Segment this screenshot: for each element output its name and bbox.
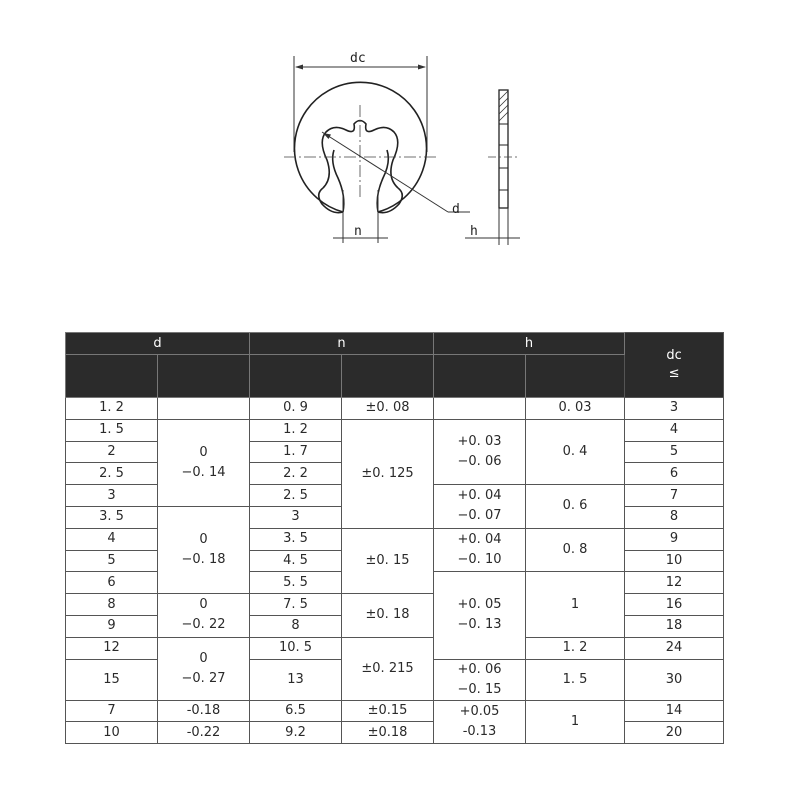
d-cell: 2. 5	[66, 463, 158, 485]
d-cell: 4	[66, 528, 158, 550]
e-clip-right-leg	[377, 150, 388, 212]
dc-cell: 16	[625, 594, 724, 616]
n-cell: 3	[250, 506, 342, 528]
dc-cell: 8	[625, 506, 724, 528]
d-cell: 6	[66, 572, 158, 594]
table-row	[66, 700, 724, 722]
h-tolerance-blank	[434, 398, 526, 420]
d-cell: 10	[66, 722, 158, 744]
dc-label: dc	[350, 51, 366, 66]
n-tolerance-cell: ±0. 18	[342, 594, 434, 638]
dc-cell: 3	[625, 398, 724, 420]
n-label: n	[354, 224, 362, 239]
d-tolerance-cell: 0 −0. 18	[158, 506, 250, 593]
n-tolerance-cell: ±0.15	[342, 700, 434, 722]
n-tolerance-cell: ±0. 08	[342, 398, 434, 420]
e-clip-outer-outline	[295, 82, 427, 212]
h-label: h	[470, 224, 478, 239]
dc-cell: 24	[625, 637, 724, 659]
dc-cell: 6	[625, 463, 724, 485]
dc-cell: 4	[625, 419, 724, 441]
e-clip-left-foot	[319, 188, 343, 213]
table-row	[66, 419, 724, 441]
subheader-blank	[158, 355, 250, 398]
n-tolerance-cell: ±0. 125	[342, 419, 434, 528]
h-tolerance-cell: +0. 05 −0. 13	[434, 572, 526, 659]
n-cell: 0. 9	[250, 398, 342, 420]
h-cell: 1. 5	[526, 659, 625, 700]
d-tolerance-cell: 0 −0. 27	[158, 637, 250, 700]
d-cell: 7	[66, 700, 158, 722]
dc-cell: 10	[625, 550, 724, 572]
table-row	[66, 594, 724, 616]
n-cell: 7. 5	[250, 594, 342, 616]
h-cell: 1	[526, 700, 625, 744]
d-tolerance-cell: 0 −0. 14	[158, 419, 250, 506]
n-cell: 1. 7	[250, 441, 342, 463]
n-tolerance-cell: ±0. 15	[342, 528, 434, 593]
header-h: h	[434, 333, 625, 355]
d-cell: 3	[66, 485, 158, 507]
h-tolerance-cell: +0.05 -0.13	[434, 700, 526, 744]
d-cell: 15	[66, 659, 158, 700]
d-tolerance-blank	[158, 398, 250, 420]
d-cell: 9	[66, 615, 158, 637]
d-tolerance-cell: -0.18	[158, 700, 250, 722]
h-tolerance-cell: +0. 06 −0. 15	[434, 659, 526, 700]
n-tolerance-cell: ±0. 215	[342, 637, 434, 700]
n-tolerance-cell: ±0.18	[342, 722, 434, 744]
header-n: n	[250, 333, 434, 355]
h-cell: 0. 6	[526, 485, 625, 529]
h-cell: 0. 03	[526, 398, 625, 420]
d-tolerance-cell: -0.22	[158, 722, 250, 744]
h-cell: 1. 2	[526, 637, 625, 659]
table-row	[66, 398, 724, 420]
d-cell: 12	[66, 637, 158, 659]
n-cell: 3. 5	[250, 528, 342, 550]
side-view-hatching	[499, 91, 508, 121]
d-cell: 3. 5	[66, 506, 158, 528]
d-cell: 8	[66, 594, 158, 616]
table-row	[66, 637, 724, 659]
d-cell: 2	[66, 441, 158, 463]
dc-arrow-right	[418, 65, 426, 70]
h-tolerance-cell: +0. 04 −0. 10	[434, 528, 526, 572]
e-clip-left-leg	[333, 150, 344, 212]
d-tolerance-cell: 0 −0. 22	[158, 594, 250, 638]
n-cell: 9.2	[250, 722, 342, 744]
h-cell: 0. 8	[526, 528, 625, 572]
subheader-blank	[66, 355, 158, 398]
d-cell: 1. 2	[66, 398, 158, 420]
dc-cell: 12	[625, 572, 724, 594]
subheader-blank	[434, 355, 526, 398]
h-tolerance-cell: +0. 04 −0. 07	[434, 485, 526, 529]
subheader-blank	[250, 355, 342, 398]
dc-cell: 5	[625, 441, 724, 463]
h-tolerance-cell: +0. 03 −0. 06	[434, 419, 526, 484]
header-d: d	[66, 333, 250, 355]
e-clip-spec-table	[65, 332, 724, 744]
d-cell: 1. 5	[66, 419, 158, 441]
dc-cell: 7	[625, 485, 724, 507]
n-cell: 6.5	[250, 700, 342, 722]
table-row	[66, 722, 724, 744]
d-leader-line	[322, 132, 448, 212]
dc-cell: 18	[625, 615, 724, 637]
n-cell: 4. 5	[250, 550, 342, 572]
subheader-blank	[526, 355, 625, 398]
dc-cell: 14	[625, 700, 724, 722]
dc-cell: 30	[625, 659, 724, 700]
n-cell: 8	[250, 615, 342, 637]
dc-cell: 20	[625, 722, 724, 744]
n-cell: 10. 5	[250, 637, 342, 659]
n-cell: 5. 5	[250, 572, 342, 594]
h-cell: 0. 4	[526, 419, 625, 484]
header-dc: dc ≤	[625, 333, 724, 398]
subheader-blank	[342, 355, 434, 398]
h-cell: 1	[526, 572, 625, 637]
d-label: d	[452, 202, 460, 217]
n-cell: 1. 2	[250, 419, 342, 441]
n-cell: 2. 2	[250, 463, 342, 485]
dc-cell: 9	[625, 528, 724, 550]
n-cell: 13	[250, 659, 342, 700]
dc-arrow-left	[295, 65, 303, 70]
e-clip-right-foot	[378, 188, 402, 213]
n-cell: 2. 5	[250, 485, 342, 507]
d-cell: 5	[66, 550, 158, 572]
e-clip-technical-drawing	[0, 0, 794, 260]
